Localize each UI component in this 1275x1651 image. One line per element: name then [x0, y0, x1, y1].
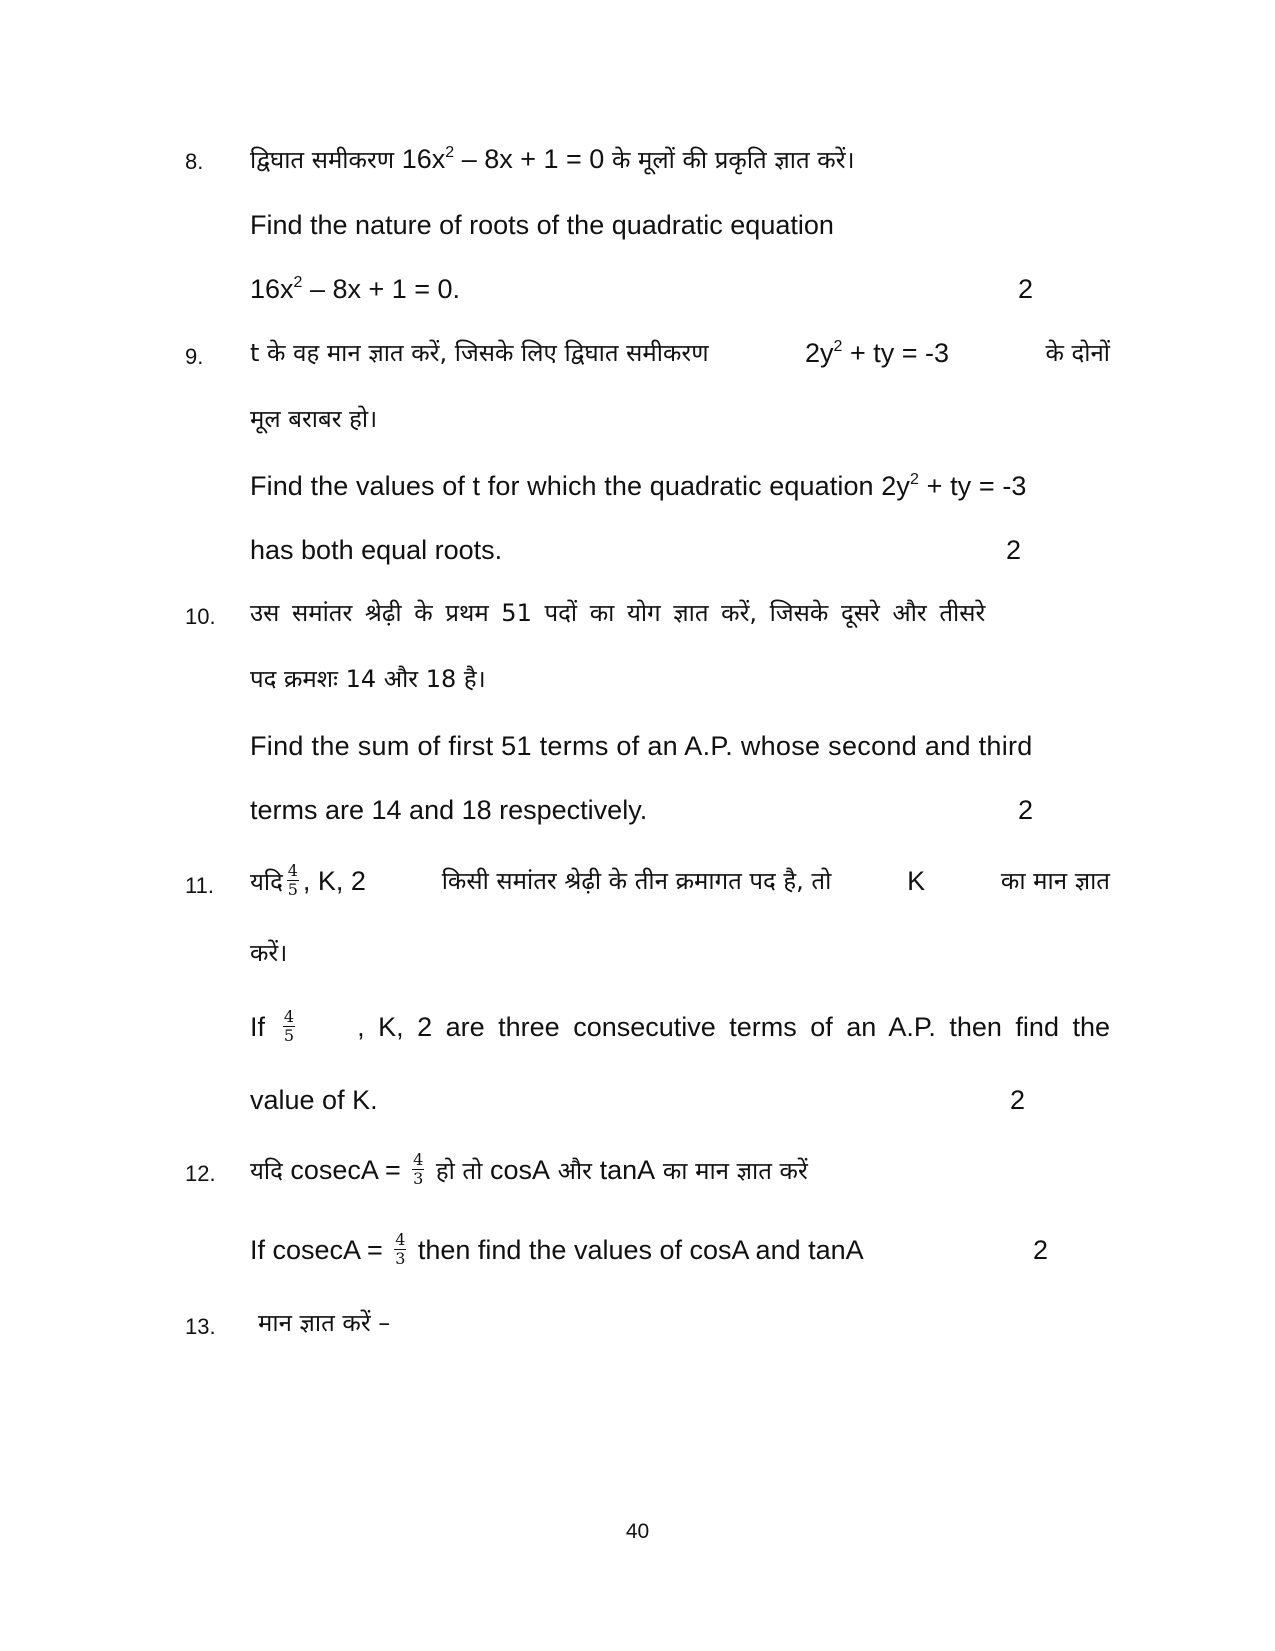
question-10-english-line2: terms are 14 and 18 respectively. [250, 795, 648, 825]
hindi-text: का मान ज्ञात [1000, 867, 1110, 895]
hindi-text: यदि [250, 1157, 283, 1185]
fraction-denominator: 5 [287, 880, 298, 900]
question-12-hindi-line1 [250, 1150, 808, 1190]
fraction-numerator: 4 [283, 1007, 295, 1027]
question-11-hindi-line2: करें। [250, 939, 288, 967]
question-8-english-line1: Find the nature of roots of the quadratic equation [250, 210, 834, 240]
question-number: 13. [185, 1314, 216, 1339]
question-10-english-line1: Find the sum of first 51 terms of an A.P. whose second and third [250, 731, 1033, 761]
question-text: + ty = -3 [919, 471, 1027, 501]
question-8-english-line2 [250, 272, 460, 306]
question-9-hindi-line1 [250, 336, 1110, 370]
question-11-english-line2: value of K. [250, 1085, 378, 1115]
exponent: 2 [833, 338, 843, 355]
fraction [287, 862, 299, 899]
question-12-english-line1 [250, 1230, 864, 1270]
fraction [283, 1008, 295, 1045]
fraction-numerator: 4 [395, 1230, 406, 1250]
fraction-numerator: 4 [287, 861, 298, 881]
marks: 2 [1033, 1235, 1049, 1265]
question-number: 12. [185, 1161, 216, 1186]
question-text: then find the values of cosA and tanA [410, 1235, 864, 1265]
marks: 2 [1010, 1085, 1026, 1115]
marks: 2 [1018, 795, 1034, 825]
variable-text: K [907, 866, 926, 896]
question-text: If $\frac{4}{5}$ [250, 1007, 295, 1046]
question-10-hindi-line1: उस समांतर श्रेढ़ी के प्रथम 51 पदों का योग ज्ञात करें, जिसके दूसरे और तीसरे [250, 599, 986, 627]
fraction-numerator: 4 [413, 1150, 424, 1170]
question-13-hindi-line1: मान ज्ञात करें – [258, 1309, 391, 1337]
question-11-hindi-line1 [250, 861, 1110, 901]
question-text [250, 861, 366, 901]
marks: 2 [1006, 535, 1022, 565]
hindi-text: हो तो [428, 1157, 490, 1185]
hindi-text: किसी समांतर श्रेढ़ी के तीन क्रमागत पद है, तो [441, 867, 832, 895]
equation-text: cosecA = [282, 1155, 409, 1185]
question-9-english-line1 [250, 469, 1027, 503]
marks: 2 [1018, 274, 1034, 304]
hindi-text: के दोनों [1045, 339, 1110, 367]
page-number: 40 [625, 1520, 650, 1543]
question-number: 8. [185, 149, 204, 174]
fraction-denominator: 5 [283, 1026, 295, 1046]
question-text: , K, 2 are three consecutive terms of an A.P. then find the [357, 1012, 1110, 1042]
hindi-text: यदि [250, 868, 283, 896]
question-number: 9. [185, 344, 204, 369]
equation-text: tanA [599, 1155, 656, 1185]
question-number: 11. [185, 873, 214, 898]
question-9-english-line2: has both equal roots. [250, 535, 503, 565]
exponent: 2 [445, 144, 455, 161]
hindi-text: द्विघात समीकरण [250, 146, 402, 174]
hindi-text: के मूलों की प्रकृति ज्ञात करें। [604, 146, 855, 174]
hindi-text: और [550, 1157, 600, 1185]
fraction [412, 1151, 424, 1188]
question-11-english-line1 [250, 1007, 1110, 1047]
equation-text: – 8x + 1 = 0 [454, 144, 605, 174]
question-number: 10. [185, 604, 216, 629]
exponent: 2 [293, 274, 303, 291]
exponent: 2 [910, 471, 919, 488]
question-text: Find the values of t for which the quadratic equation 2y [250, 471, 910, 501]
equation-text: 16x [250, 274, 294, 304]
question-8-hindi [250, 142, 855, 177]
question-10-hindi-line2: पद क्रमशः 14 और 18 है। [250, 665, 486, 693]
equation-text: $2y^2$ + ty = -3 [805, 338, 949, 368]
equation-text: cosA [489, 1155, 550, 1185]
equation-text: , K, 2 [302, 866, 366, 896]
fraction-denominator: 3 [413, 1169, 424, 1189]
equation-text: 16x [401, 144, 446, 174]
question-9-hindi-line2: मूल बराबर हो। [250, 405, 378, 433]
question-text: If cosecA = [250, 1235, 391, 1265]
equation-text: – 8x + 1 = 0. [302, 274, 461, 304]
fraction [394, 1231, 406, 1268]
hindi-text: t के वह मान ज्ञात करें, जिसके लिए द्विघात समीकरण [250, 339, 709, 367]
hindi-text: का मान ज्ञात करें [655, 1157, 808, 1185]
fraction-denominator: 3 [395, 1249, 406, 1269]
